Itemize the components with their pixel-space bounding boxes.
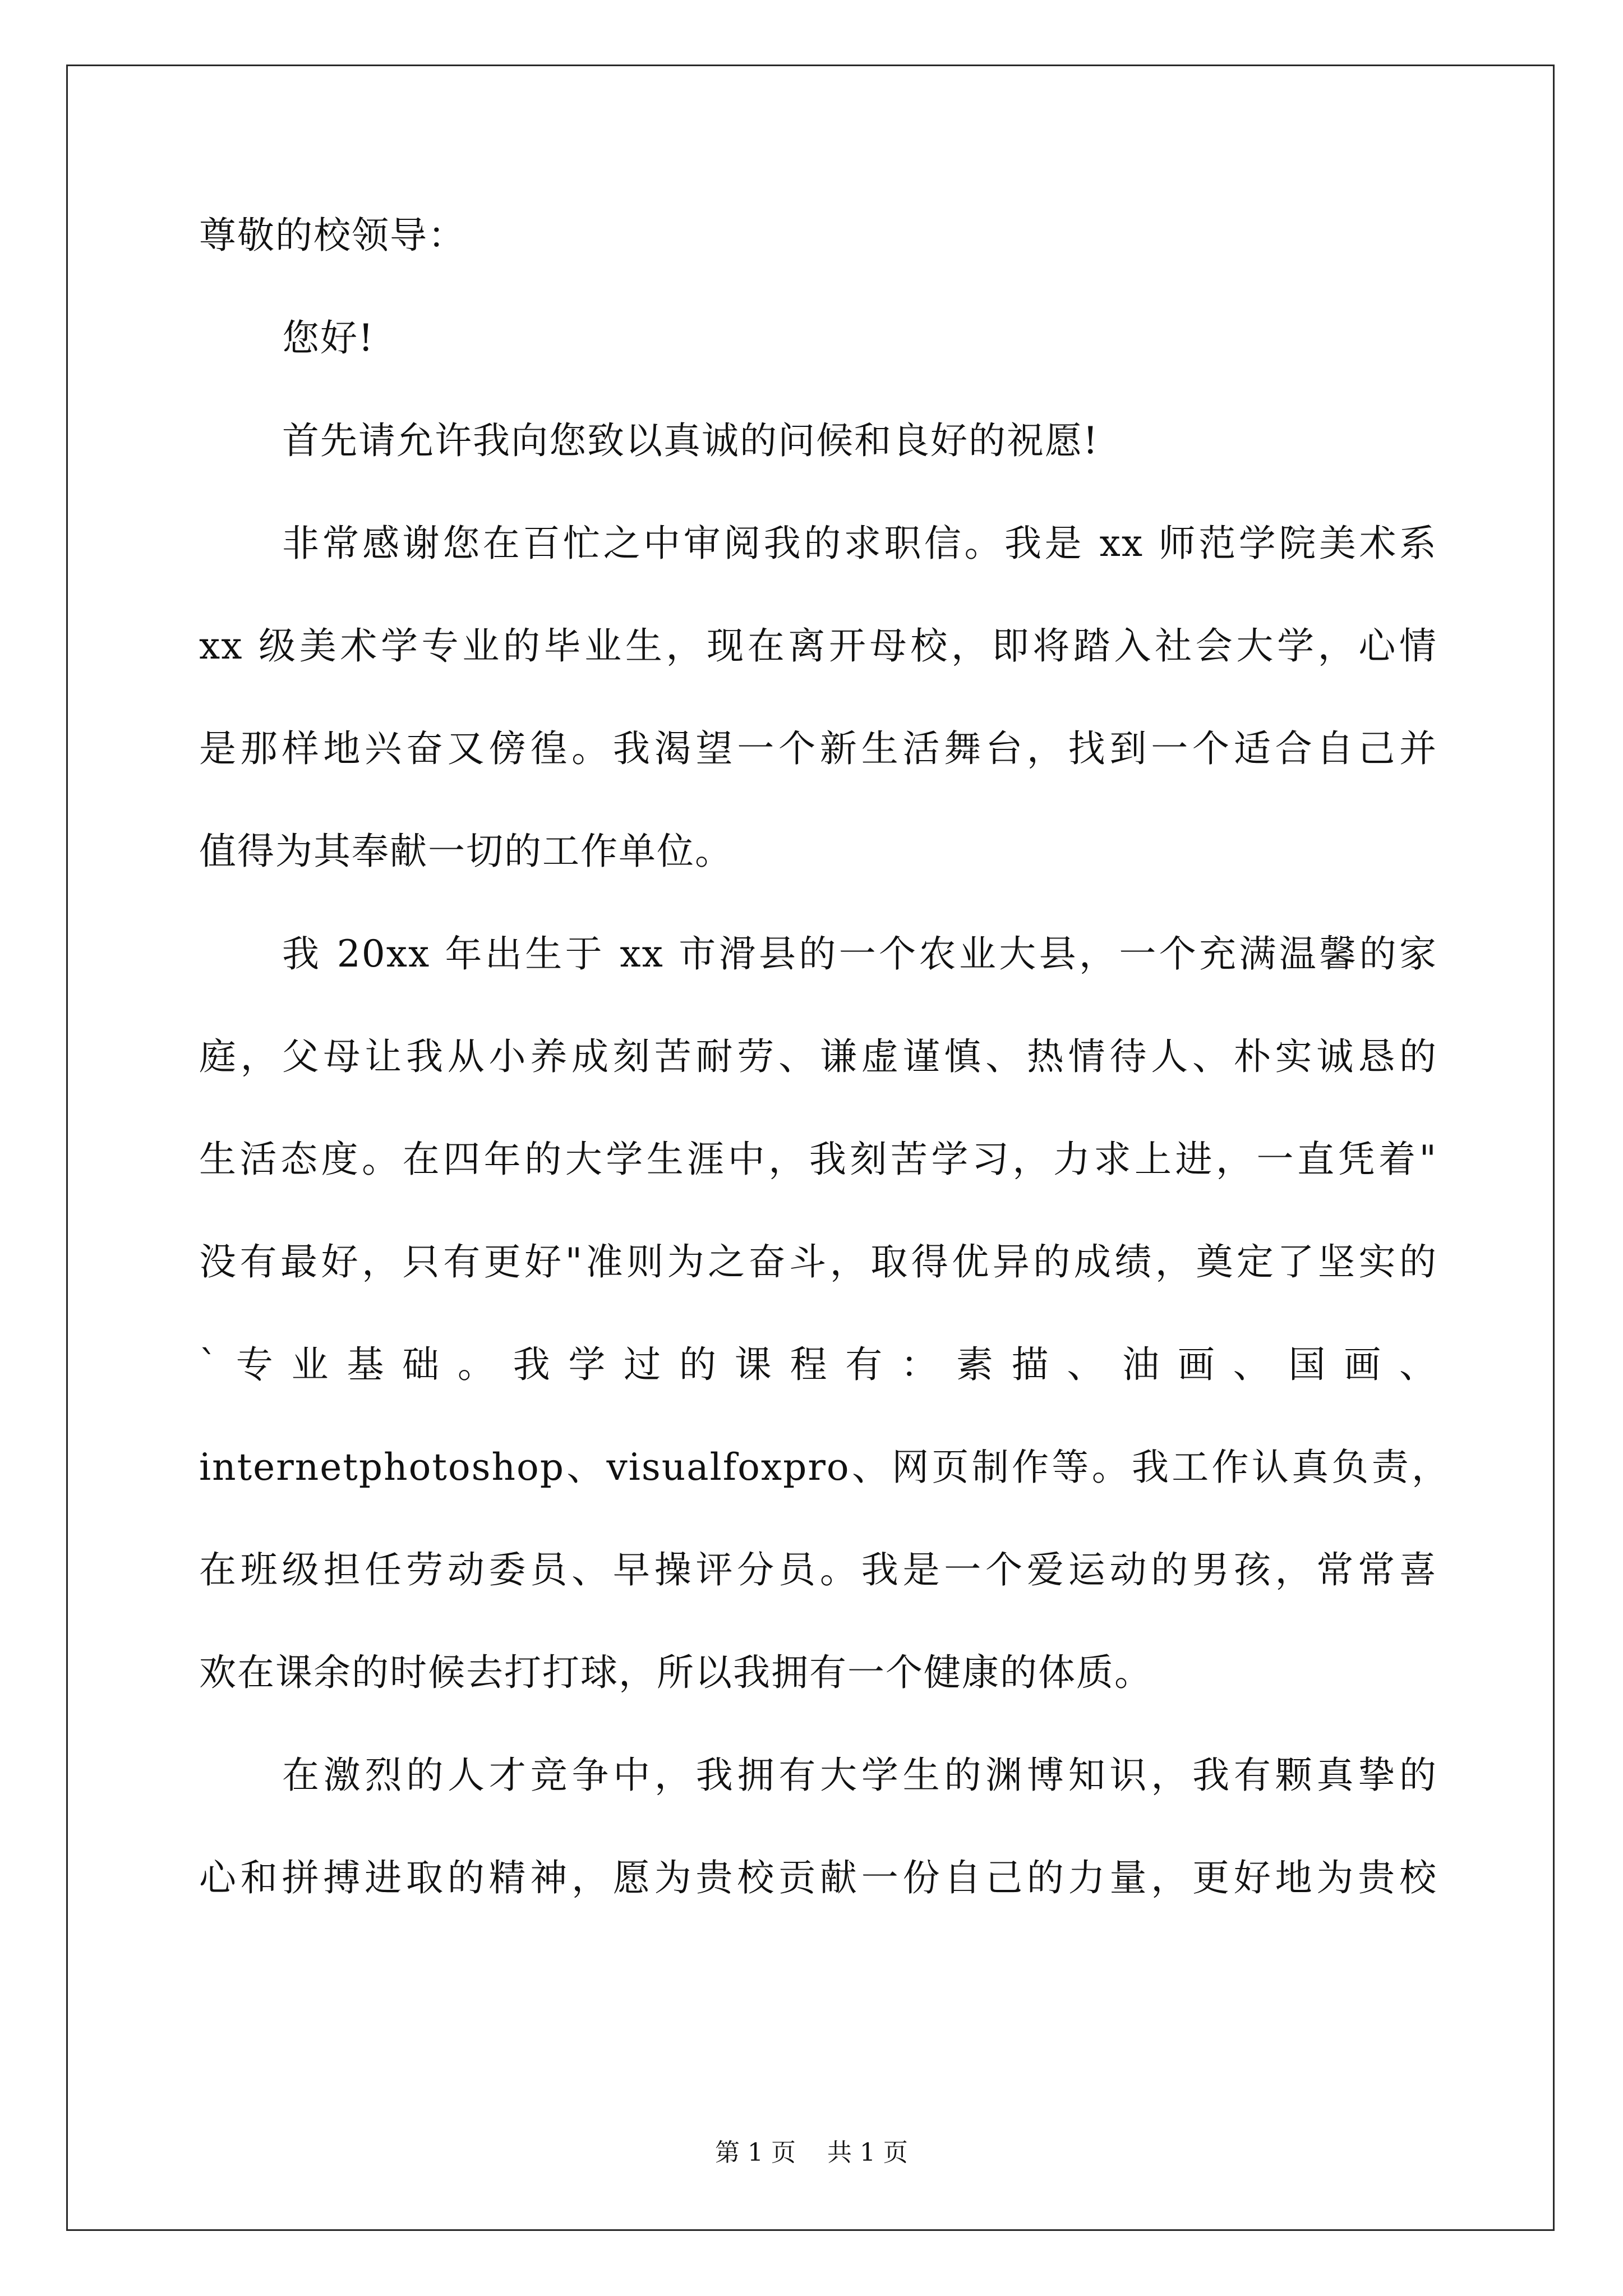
- paragraph-line: 是那样地兴奋又傍徨。我渴望一个新生活舞台，找到一个适合自己并: [199, 727, 1437, 770]
- page-number-footer: 第 1 页 共 1 页: [715, 2138, 908, 2167]
- paragraph-line: 没有最好，只有更好"准则为之奋斗，取得优异的成绩，奠定了坚实的: [199, 1240, 1437, 1283]
- paragraph-line: xx 级美术学专业的毕业生，现在离开母校，即将踏入社会大学，心情: [199, 624, 1437, 668]
- paragraph-line: 在班级担任劳动委员、早操评分员。我是一个爱运动的男孩，常常喜: [199, 1548, 1437, 1591]
- paragraph-line: 值得为其奉献一切的工作单位。: [199, 830, 733, 873]
- greeting: 您好!: [282, 316, 375, 360]
- paragraph-line: `专业基础。我学过的课程有：素描、油画、国画、: [199, 1343, 1437, 1386]
- paragraph-line: 首先请允许我向您致以真诚的问候和良好的祝愿!: [282, 419, 1099, 462]
- paragraph-line: 生活态度。在四年的大学生涯中，我刻苦学习，力求上进，一直凭着": [199, 1138, 1437, 1181]
- paragraph-line: 欢在课余的时候去打打球，所以我拥有一个健康的体质。: [199, 1651, 1152, 1694]
- paragraph-line: 在激烈的人才竞争中，我拥有大学生的渊博知识，我有颗真挚的: [282, 1754, 1437, 1797]
- salutation: 尊敬的校领导：: [199, 214, 466, 257]
- paragraph-line: 心和拼搏进取的精神，愿为贵校贡献一份自己的力量，更好地为贵校: [199, 1856, 1437, 1899]
- paragraph-line: 庭，父母让我从小养成刻苦耐劳、谦虚谨慎、热情待人、朴实诚恳的: [199, 1035, 1437, 1078]
- paragraph-line: 我 20xx 年出生于 xx 市滑县的一个农业大县，一个充满温馨的家: [282, 932, 1437, 976]
- paragraph-line: internetphotoshop、visualfoxpro、网页制作等。我工作认真负责，: [199, 1446, 1450, 1489]
- paragraph-line: 非常感谢您在百忙之中审阅我的求职信。我是 xx 师范学院美术系: [282, 522, 1437, 565]
